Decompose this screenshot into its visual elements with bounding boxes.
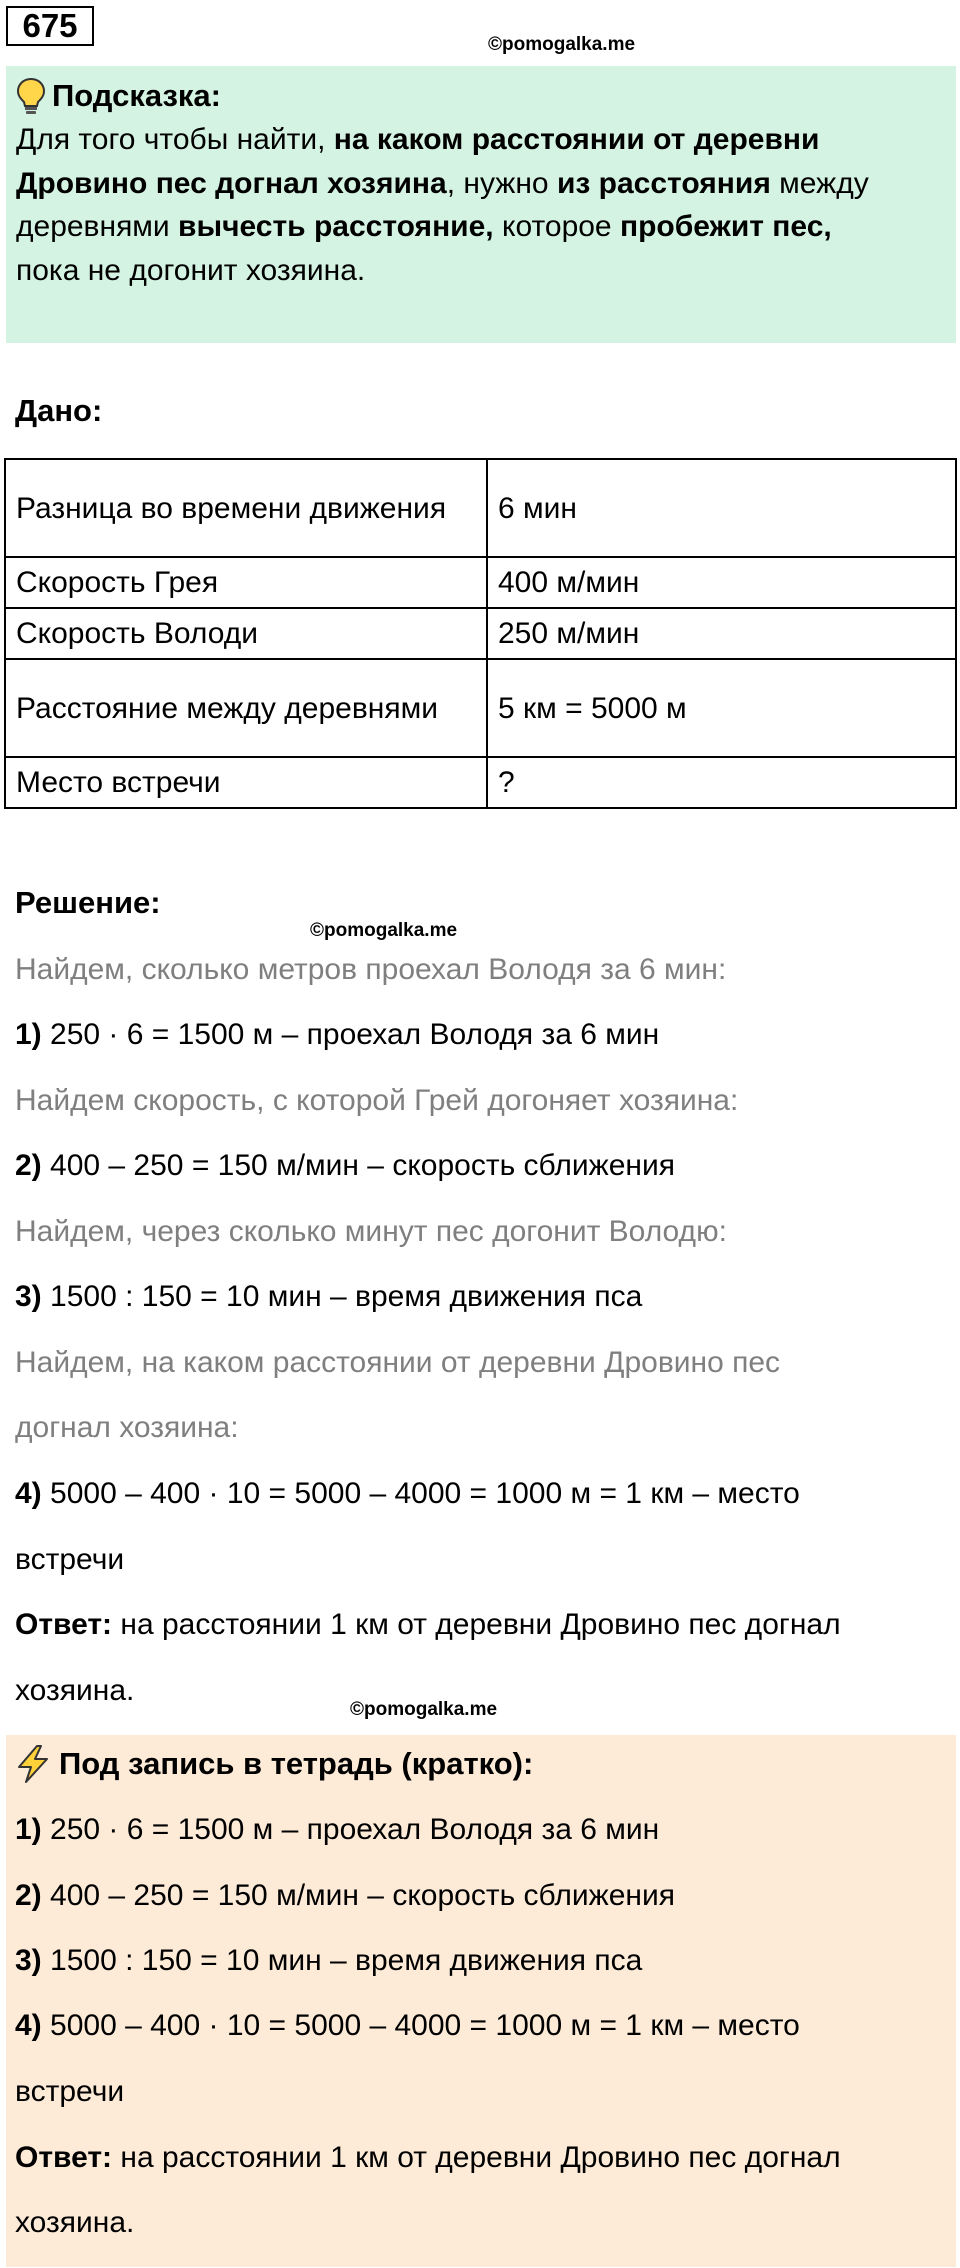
answer-text: на расстоянии 1 км от деревни Дровино пес догнал [112, 1608, 841, 1641]
solution-step-4 [15, 1474, 800, 1514]
comment-line: Найдем, через сколько минут пес догонит Володю: [15, 1215, 727, 1248]
step-number: 1) [15, 1018, 42, 1051]
table-cell-value: 6 мин [487, 459, 956, 557]
table-cell-value: ? [487, 757, 956, 808]
notes-step-2 [15, 1876, 675, 1916]
hint-bold-segment: из расстояния [556, 166, 771, 200]
table-cell-label: Место встречи [5, 757, 487, 808]
task-number: 675 [6, 6, 94, 46]
step-text: 5000 – 400 · 10 = 5000 – 4000 = 1000 м = 1 км – место [41, 1477, 800, 1510]
notes-step-4-cont: встречи [15, 2075, 125, 2108]
step-text: 400 – 250 = 150 м/мин – скорость сближения [41, 1879, 675, 1912]
solution-step-4-cont: встречи [15, 1543, 125, 1576]
step-number: 4) [15, 1477, 42, 1510]
hint-segment: между [770, 166, 869, 200]
notes-title: Под запись в тетрадь (кратко): [59, 1746, 534, 1781]
notes-answer-line-cont: хозяина. [15, 2206, 135, 2239]
step-number: 2) [15, 1879, 42, 1912]
step-number: 1) [15, 1813, 42, 1846]
notes-step-4 [15, 2006, 800, 2046]
solution-step-1 [15, 1015, 659, 1055]
watermark: ©pomogalka.me [488, 34, 636, 55]
hint-line [16, 249, 948, 293]
step-text: 250 · 6 = 1500 м – проехал Володя за 6 мин [41, 1018, 660, 1051]
answer-line [15, 1605, 841, 1645]
solution-step-3 [15, 1277, 642, 1317]
hint-bold-segment: вычесть расстояние, [178, 210, 494, 243]
table-row [5, 659, 956, 757]
table-row [5, 608, 956, 659]
step-text: 5000 – 400 · 10 = 5000 – 4000 = 1000 м = 1 км – место [41, 2009, 800, 2042]
hint-bold-segment: на каком расстоянии от деревни [333, 123, 820, 156]
step-text: 1500 : 150 = 10 мин – время движения пса [41, 1280, 643, 1313]
notes-title-row [15, 1742, 533, 1786]
table-cell-label: Разница во времени движения [5, 459, 487, 557]
table-row [5, 459, 956, 557]
hint-title: Подсказка: [52, 78, 221, 113]
answer-text: на расстоянии 1 км от деревни Дровино пес догнал [112, 2141, 841, 2174]
solution-step-2 [15, 1146, 675, 1186]
given-table [4, 458, 957, 809]
hint-line [16, 118, 948, 162]
hint-line [16, 205, 948, 249]
hint-segment: пока не догонит хозяина. [16, 253, 366, 287]
hint-segment: , нужно [446, 166, 557, 200]
hint-box [6, 66, 956, 343]
answer-label: Ответ: [15, 2141, 113, 2174]
table-row [5, 757, 956, 808]
lightning-icon [15, 1744, 51, 1784]
hint-text [16, 118, 948, 292]
table-cell-label: Скорость Володи [5, 608, 487, 659]
comment-line: Найдем, на каком расстоянии от деревни Дровино пес [15, 1346, 781, 1379]
step-text: 400 – 250 = 150 м/мин – скорость сближения [41, 1149, 675, 1182]
answer-line-cont: хозяина. [15, 1674, 135, 1707]
comment-line: Найдем, сколько метров проехал Володя за 6 мин: [15, 953, 727, 986]
answer-label: Ответ: [15, 1608, 113, 1641]
step-number: 3) [15, 1280, 42, 1313]
table-row [5, 557, 956, 608]
hint-line [16, 162, 948, 206]
lightbulb-icon [16, 77, 46, 115]
table-cell-value: 5 км = 5000 м [487, 659, 956, 757]
watermark: ©pomogalka.me [310, 920, 458, 941]
comment-line: догнал хозяина: [15, 1411, 239, 1444]
step-text: 250 · 6 = 1500 м – проехал Володя за 6 мин [41, 1813, 660, 1846]
step-text: 1500 : 150 = 10 мин – время движения пса [41, 1944, 643, 1977]
hint-segment: деревнями [16, 210, 179, 243]
solution-title: Решение: [15, 885, 161, 920]
given-title: Дано: [15, 393, 103, 428]
watermark: ©pomogalka.me [350, 1699, 498, 1720]
hint-bold-segment: Дровино пес догнал хозяина [16, 166, 447, 200]
hint-segment: которое [493, 210, 620, 243]
table-cell-label: Скорость Грея [5, 557, 487, 608]
notes-answer-line [15, 2138, 841, 2178]
step-number: 2) [15, 1149, 42, 1182]
hint-title-row [16, 74, 948, 118]
table-cell-label: Расстояние между деревнями [5, 659, 487, 757]
notes-step-1 [15, 1810, 659, 1850]
hint-bold-segment: пробежит пес, [619, 210, 832, 243]
hint-segment: Для того чтобы найти, [16, 123, 334, 156]
table-cell-value: 250 м/мин [487, 608, 956, 659]
comment-line: Найдем скорость, с которой Грей догоняет хозяина: [15, 1084, 739, 1117]
table-cell-value: 400 м/мин [487, 557, 956, 608]
step-number: 4) [15, 2009, 42, 2042]
step-number: 3) [15, 1944, 42, 1977]
notes-step-3 [15, 1941, 642, 1981]
